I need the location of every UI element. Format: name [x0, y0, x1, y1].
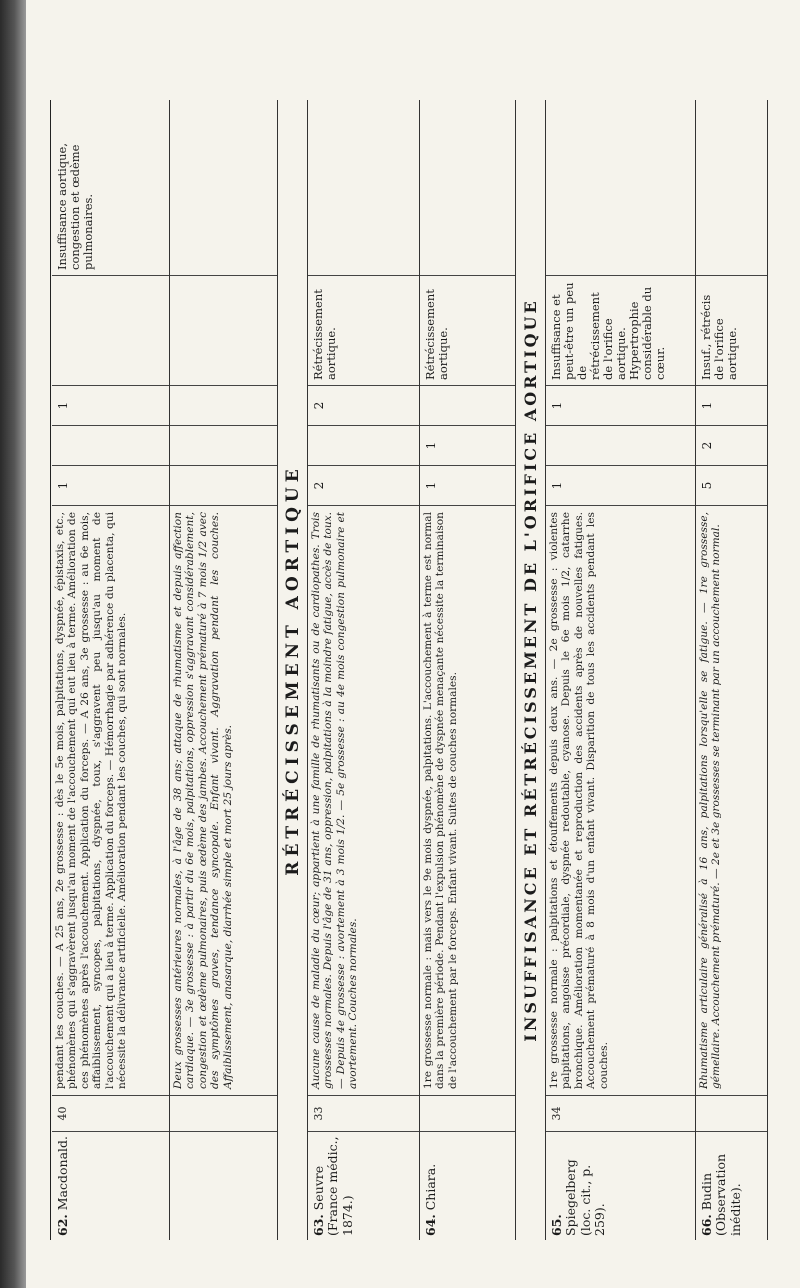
- case-remarks: Insuffisance aortique, congestion et œdème pulmonaires.: [52, 100, 169, 276]
- count-1: 2: [308, 466, 419, 506]
- case-remarks: [696, 100, 767, 276]
- count-3: 2: [308, 386, 419, 426]
- count-3: [170, 386, 277, 426]
- count-2: [52, 426, 169, 466]
- case-remarks: [420, 100, 515, 276]
- case-observation: 1re grossesse normale : palpitations et étouffements depuis deux ans. — 2e grossesse : violentes palpitations, angoisse précordiale, dyspnée redoutable, cyanose. Depuis le 6e mois 1/2, catarrhe bronchique. Amélioration momentanée et reproduction des accidents après de nouvelles fatigues. Accouchement prématuré à 8 mois d'un enfant vivant. Disparition de tous les accidents pendant les couches.: [546, 506, 695, 1096]
- count-2: [308, 426, 419, 466]
- count-1: [170, 466, 277, 506]
- case-lesion: Rétrécissement aortique.: [308, 276, 419, 386]
- case-lesion: Insuffisance et peut-être un peu de rétrécissement de l'orifice aortique. Hypertrophie considérable du cœur.: [546, 276, 695, 386]
- count-2: [546, 426, 695, 466]
- count-1: 1: [546, 466, 695, 506]
- case-author: 65. Spiegelberg (loc. cit., p. 259).: [549, 1159, 608, 1236]
- table-row: [420, 100, 516, 1240]
- case-remarks: [170, 100, 277, 276]
- case-observation: pendant les couches. — A 25 ans, 2e grossesse : dès le 5e mois, palpitations, dyspnée, épistaxis, etc., phénomènes qui s'aggravèrent jusqu'au moment de l'accouchement qui eut lieu à terme. Amélioration de ces phénomènes après l'accouchement. Application du forceps. — A 26 ans, 3e grossesse : au 6e mois, affaiblissement, syncopes, palpitations, dyspnée, toux, s'aggravent peu jusqu'au moment de l'accouchement qui a lieu à terme. Application du forceps. — Hémorrhagie par adhérence du placenta, qui nécessite la délivrance artificielle. Amélioration pendant les couches, qui sont normales.: [52, 506, 169, 1096]
- case-lesion: Insuf., rétrécis de l'orifice aortique.: [696, 276, 767, 386]
- table-row: [308, 100, 420, 1240]
- case-age: [420, 1096, 515, 1132]
- case-author: 63. Seuvre (France médic., 1874.): [311, 1136, 355, 1236]
- case-age: 33: [308, 1096, 419, 1132]
- case-age: [170, 1096, 277, 1132]
- case-author: 62. Macdonald.: [55, 1136, 70, 1236]
- table-row: [696, 100, 768, 1240]
- rotated-table: [32, 100, 792, 1240]
- count-2: 1: [420, 426, 515, 466]
- count-1: 5: [696, 466, 767, 506]
- count-1: 1: [52, 466, 169, 506]
- count-3: 1: [52, 386, 169, 426]
- book-binding: [0, 0, 26, 1288]
- section-title-retrecissement: RÉTRÉCISSEMENT AORTIQUE: [278, 100, 308, 1240]
- count-3: 1: [696, 386, 767, 426]
- case-remarks: [308, 100, 419, 276]
- case-lesion: [52, 276, 169, 386]
- case-age: 34: [546, 1096, 695, 1132]
- count-3: [420, 386, 515, 426]
- table-row: [52, 100, 170, 1240]
- case-author: 64. Chiara.: [423, 1163, 438, 1236]
- case-observation: Aucune cause de maladie du cœur; appartient à une famille de rhumatisants ou de cardiopathes. Trois grossesses normales. Depuis l'âge de 31 ans, oppression, palpitations à la moindre fatigue, accès de toux. — Depuis 4e grossesse : avortement à 3 mois 1/2. — 5e grossesse : au 4e mois congestion pulmonaire et avortement. Couches normales.: [308, 506, 419, 1096]
- case-age: 40: [52, 1096, 169, 1132]
- count-1: 1: [420, 466, 515, 506]
- count-2: [170, 426, 277, 466]
- case-observation: Deux grossesses antérieures normales, à l'âge de 38 ans; attaque de rhumatisme et depuis affection cardiaque. — 3e grossesse : à partir du 6e mois, palpitations, oppression s'aggravant considérablement, congestion et œdème pulmonaires, puis œdème des jambes. Accouchement prématuré à 7 mois 1/2 avec des symptômes graves, tendance syncopale. Enfant vivant. Aggravation pendant les couches. Affaiblissement, anasarque, diarrhée simple et mort 25 jours après.: [170, 506, 277, 1096]
- case-age: [696, 1096, 767, 1132]
- case-lesion: Rétrécissement aortique.: [420, 276, 515, 386]
- table-row: [170, 100, 278, 1240]
- count-3: 1: [546, 386, 695, 426]
- case-author: 66. Budin (Observation inédite).: [699, 1153, 743, 1236]
- case-observation: Rhumatisme articulaire généralisé à 16 ans, palpitations lorsqu'elle se fatigue. — 1re grossesse, gémellaire. Accouchement prématuré. — 2e et 3e grossesses se terminant par un accouchement normal.: [696, 506, 767, 1096]
- section-title-insuffisance: INSUFFISANCE ET RÉTRÉCISSEMENT DE L'ORIFICE AORTIQUE: [516, 100, 546, 1240]
- case-observation: 1re grossesse normale : mais vers le 9e mois dyspnée, palpitations. L'accouchement à terme est normal dans la première période. Pendant l'expulsion phénomène de dyspnée menaçante nécessite la terminaison de l'accouchement par le forceps. Enfant vivant. Suites de couches normales.: [420, 506, 515, 1096]
- table-row: [546, 100, 696, 1240]
- case-author: [170, 1132, 277, 1240]
- count-2: 2: [696, 426, 767, 466]
- top-rule: [50, 100, 51, 1240]
- case-remarks: [546, 100, 695, 276]
- case-lesion: [170, 276, 277, 386]
